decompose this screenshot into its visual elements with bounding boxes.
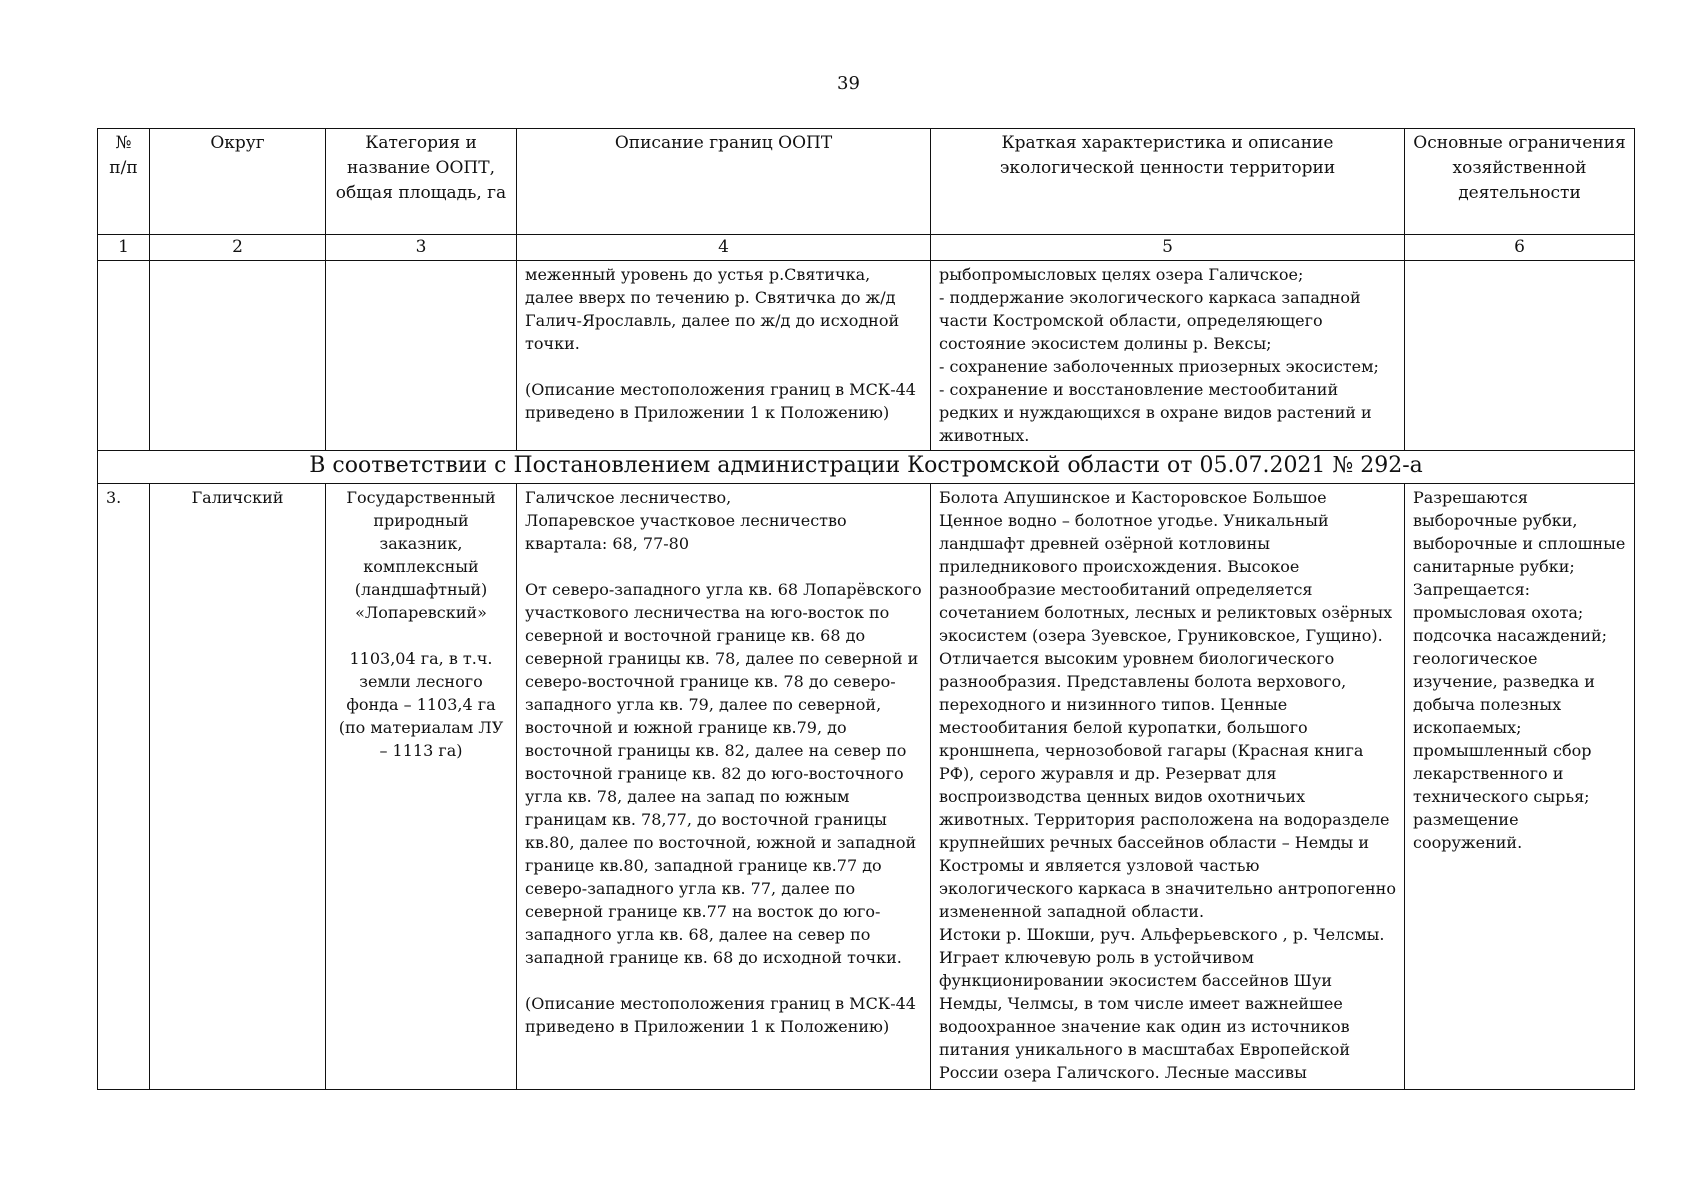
cell-characteristics: рыбопромысловых целях озера Галичское; - поддержание экологического каркаса западной части Костромской области, определяющего состояние экосистем долины р. Вексы; - сохранение заболоченных приозерных экосистем; - сохранение и восстановление местообитаний редких и нуждающихся в охране видов растений и животных. [931,261,1405,451]
header-number: № п/п [98,129,150,235]
column-number: 1 [98,235,150,261]
header-characteristics: Краткая характеристика и описание экологической ценности территории [931,129,1405,235]
column-number: 2 [150,235,326,261]
cell-district: Галичский [150,484,326,1090]
page-number: 39 [837,73,860,94]
table-header-row [98,129,1635,235]
section-heading: В соответствии с Постановлением администрации Костромской области от 05.07.2021 № 292-а [98,451,1635,484]
table-row [98,484,1635,1090]
oopt-table [97,128,1635,1090]
cell-boundaries: меженный уровень до устья р.Святичка, далее вверх по течению р. Святичка до ж/д Галич-Ярославль, далее по ж/д до исходной точки. (Описание местоположения границ в МСК-44 приведено в Приложении 1 к Положению) [517,261,931,451]
header-category: Категория и название ООПТ, общая площадь, га [326,129,517,235]
cell-category: Государственный природный заказник, комплексный (ландшафтный) «Лопаревский» 1103,04 га, в т.ч. земли лесного фонда – 1103,4 га (по материалам ЛУ – 1113 га) [326,484,517,1090]
header-district: Округ [150,129,326,235]
column-number: 3 [326,235,517,261]
cell-restrictions: Разрешаются выборочные рубки, выборочные и сплошные санитарные рубки; Запрещается: промысловая охота; подсочка насаждений; геологическое изучение, разведка и добыча полезных ископаемых; промышленный сбор лекарственного и технического сырья; размещение сооружений. [1405,484,1635,1090]
column-number: 5 [931,235,1405,261]
cell-boundaries: Галичское лесничество, Лопаревское участковое лесничество квартала: 68, 77-80 От северо-западного угла кв. 68 Лопарёвского участкового лесничества на юго-восток по северной и восточной границе кв. 68 до северной границы кв. 78, далее по северной и северо-восточной границе кв. 78 до северо-западного угла кв. 79, далее по северной, восточной и южной границе кв.79, до восточной границы кв. 82, далее на север по восточной границе кв. 82 до юго-восточного угла кв. 78, далее на запад по южным границам кв. 78,77, до восточной границы кв.80, далее по восточной, южной и западной границе кв.80, западной границе кв.77 до северо-западного угла кв. 77, далее по северной границе кв.77 на восток до юго-западного угла кв. 68, далее на север по западной границе кв. 68 до исходной точки. (Описание местоположения границ в МСК-44 приведено в Приложении 1 к Положению) [517,484,931,1090]
cell-restrictions [1405,261,1635,451]
cell-characteristics: Болота Апушинское и Касторовское Большое Ценное водно – болотное угодье. Уникальный ландшафт древней озёрной котловины приледникового происхождения. Высокое разнообразие местообитаний определяется сочетанием болотных, лесных и реликтовых озёрных экосистем (озера Зуевское, Груниковское, Гущино). Отличается высоким уровнем биологического разнообразия. Представлены болота верхового, переходного и низинного типов. Ценные местообитания белой куропатки, большого кроншнепа, чернозобовой гагары (Красная книга РФ), серого журавля и др. Резерват для воспроизводства ценных видов охотничьих животных. Территория расположена на водоразделе крупнейших речных бассейнов области – Немды и Костромы и является узловой частью экологического каркаса в значительно антропогенно измененной западной области. Истоки р. Шокши, руч. Альферьевского , р. Челсмы. Играет ключевую роль в устойчивом функционировании экосистем бассейнов Шуи Немды, Челмсы, в том числе имеет важнейшее водоохранное значение как один из источников питания уникального в масштабах Европейской России озера Галичского. Лесные массивы [931,484,1405,1090]
header-boundaries: Описание границ ООПТ [517,129,931,235]
cell-category [326,261,517,451]
column-numbers-row [98,235,1635,261]
section-heading-row [98,451,1635,484]
header-restrictions: Основные ограничения хозяйственной деятельности [1405,129,1635,235]
cell-district [150,261,326,451]
column-number: 4 [517,235,931,261]
column-number: 6 [1405,235,1635,261]
table-row [98,261,1635,451]
cell-number [98,261,150,451]
cell-number: 3. [98,484,150,1090]
